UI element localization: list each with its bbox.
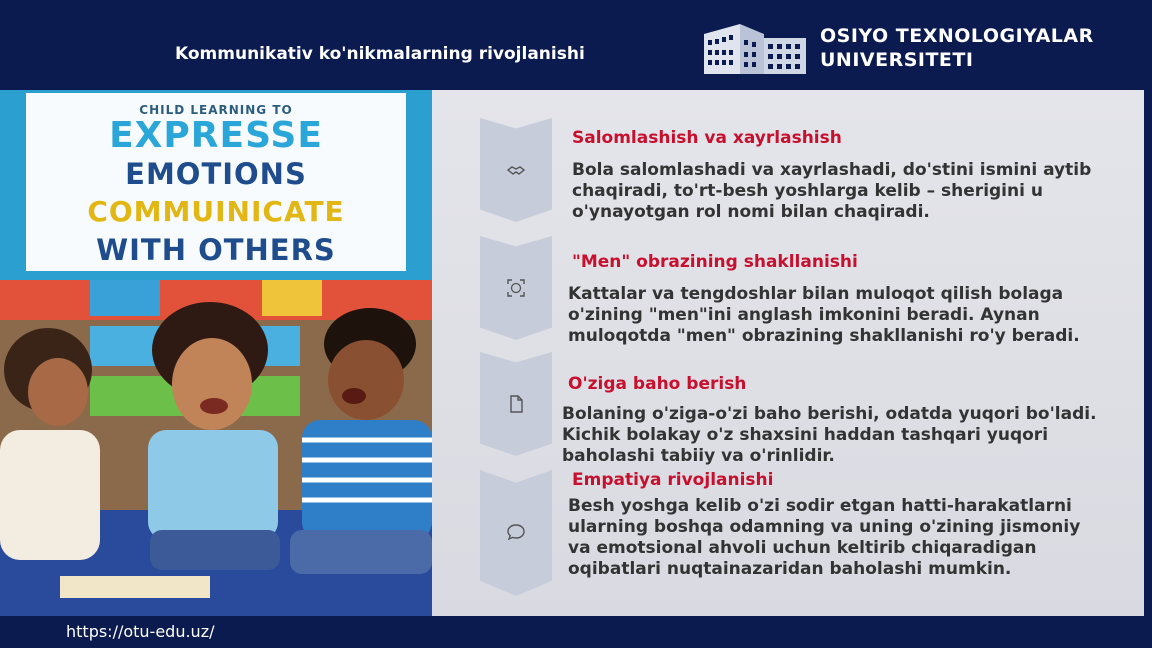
university-name: [820, 24, 1094, 72]
footer-bar: [0, 616, 1152, 648]
footer-url-link[interactable]: https://otu-edu.uz/: [66, 622, 215, 641]
header-bar: [0, 0, 1152, 88]
section-4-body: Besh yoshga kelib o'zi sodir etgan hatti-harakatlarni ularning boshqa odamning va uning o'zining jismoniy va emotsional ahvoli uchun keltirib chiqaradigan oqibatlari nuqtainazaridan baholashi mumkin.: [568, 496, 1081, 579]
section-1-chevron: [480, 118, 552, 222]
children-illustration: [0, 90, 432, 616]
slide-title: Kommunikativ ko'nikmalarning rivojlanishi: [175, 44, 585, 64]
section-1-title: Salomlashish va xayrlashish: [572, 128, 842, 148]
face-scan-icon: [506, 278, 526, 298]
section-3-body: Bolaning o'ziga-o'zi baho berishi, odatda yuqori bo'ladi. Kichik bolakay o'z shaxsini haddan tashqari yuqori baholashi tabiiy va o'rinlidir.: [562, 404, 1097, 466]
caption-top: CHILD LEARNING TO: [139, 103, 293, 117]
children-playing-picture: [0, 280, 432, 616]
section-2-title: "Men" obrazining shakllanishi: [572, 252, 858, 272]
document-icon: [506, 394, 526, 414]
university-building-logo: [702, 20, 808, 74]
caption-line-2: EMOTIONS: [125, 157, 307, 191]
section-3-title: O'ziga baho berish: [568, 374, 747, 394]
section-3-chevron: [480, 352, 552, 456]
section-4-chevron: [480, 470, 552, 596]
section-2-body: Kattalar va tengdoshlar bilan muloqot qilish bolaga o'zining "men"ini anglash imkonini beradi. Aynan muloqotda "men" obrazining shakllanishi ro'y beradi.: [568, 284, 1080, 346]
content-panel: [432, 90, 1144, 616]
section-4-title: Empatiya rivojlanishi: [572, 470, 774, 490]
caption-line-3: COMMUINICATE: [87, 195, 345, 228]
caption-line-1: EXPRESSE: [109, 115, 323, 156]
chat-bubble-icon: [506, 522, 526, 542]
section-1-body: Bola salomlashadi va xayrlashadi, do'stini ismini aytib chaqiradi, to'rt-besh yoshlarga kelib – sherigini u o'ynayotgan rol nomi bilan chaqiradi.: [572, 160, 1092, 222]
caption-line-4: WITH OTHERS: [96, 233, 336, 267]
university-name-line1: OSIYO TEXNOLOGIYALAR: [820, 25, 1094, 47]
section-2-chevron: [480, 236, 552, 340]
image-caption-card: [26, 93, 406, 271]
university-name-line2: UNIVERSITETI: [820, 49, 974, 71]
handshake-icon: [506, 160, 526, 180]
